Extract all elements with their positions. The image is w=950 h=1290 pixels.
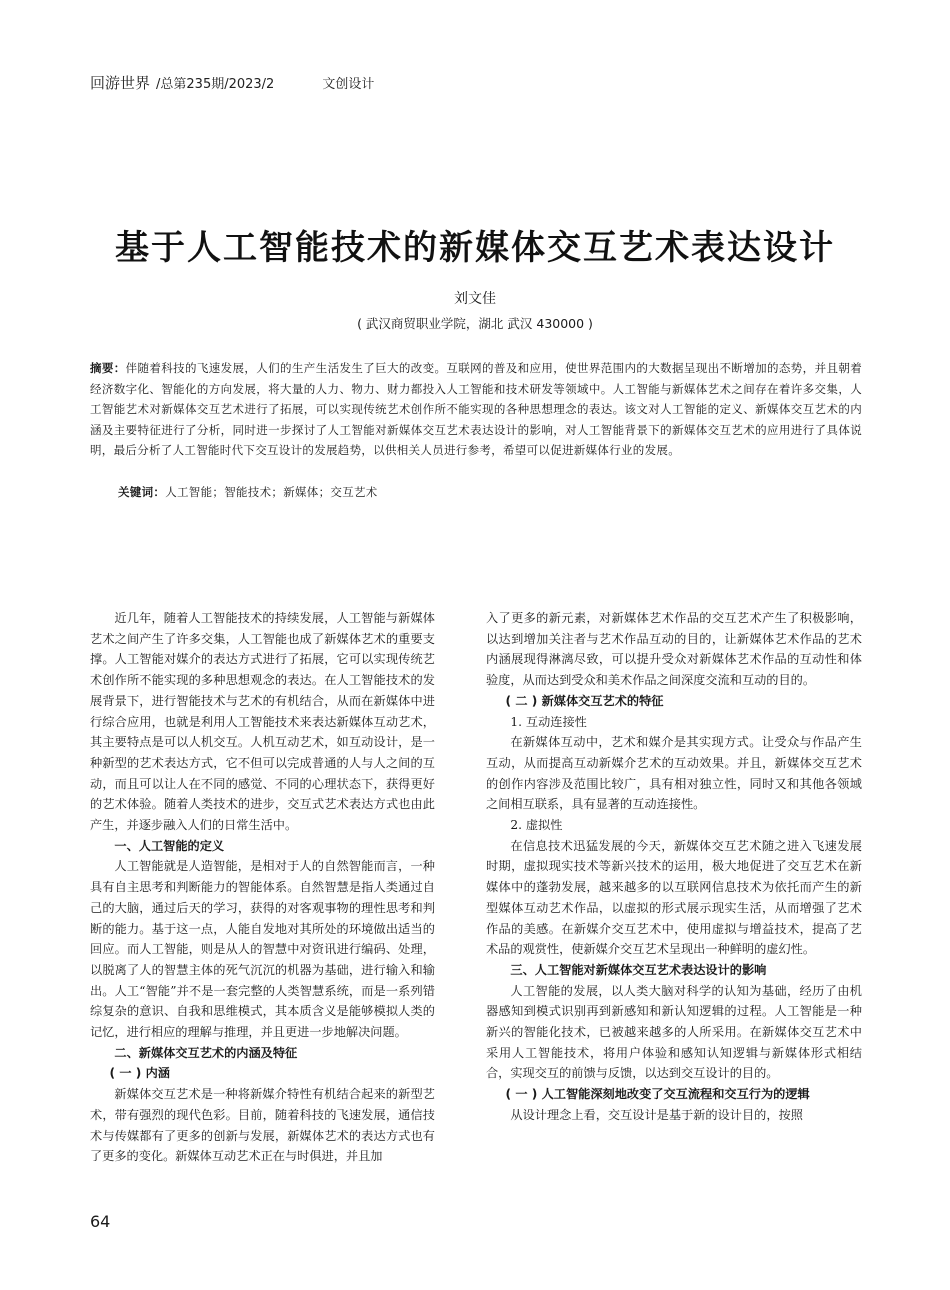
abstract [90,358,862,461]
running-header [90,72,374,93]
paragraph: 人工智能就是人造智能，是相对于人的自然智能而言，一种具有自主思考和判断能力的智能体系。自然智慧是指人类通过自己的大脑，通过后天的学习，获得的对客观事物的理性思考和判断的能力。基于这一点，人能自发地对其所处的环境做出适当的回应。而人工智能，则是从人的智慧中对资讯进行编码、处理，以脱离了人的智慧主体的死气沉沉的机器为基础，进行输入和输出。人工“智能”并不是一套完整的人类智慧系统，而是一系列错综复杂的意识、自我和思维模式，其本质含义是能够模拟人类的记忆，进行相应的理解与推理，并且更进一步地解决问题。 [90,859,435,1040]
paragraph: 入了更多的新元素，对新媒体艺术作品的交互艺术产生了积极影响，以达到增加关注者与艺术作品互动的目的，让新媒体艺术作品的艺术内涵展现得淋漓尽致，可以提升受众对新媒体艺术作品的互动性和体验度，从而达到受众和美术作品之间深度交流和互动的目的。 [486,611,862,688]
paragraph: 近几年，随着人工智能技术的持续发展，人工智能与新媒体艺术之间产生了许多交集，人工智能也成了新媒体艺术的重要支撑。人工智能对媒介的表达方式进行了拓展，它可以实现传统艺术创作所不能实现的多种思想观念的表达。在人工智能技术的发展背景下，进行智能技术与艺术的有机结合，从而在新媒体中进行综合应用，也就是利用人工智能技术来表达新媒体互动艺术，其主要特点是可以人机交互。人机互动艺术，如互动设计，是一种新型的艺术表达方式，它不但可以完成普通的人与人之间的互动，而且可以让人在不同的感觉、不同的心理状态下，获得更好的艺术体验。随着人类技术的进步，交互式艺术表达方式也由此产生，并逐步融入人们的日常生活中。 [90,611,435,833]
subsection-heading: ( 二 ) 新媒体交互艺术的特征 [505,693,664,708]
paragraph: 在信息技术迅猛发展的今天，新媒体交互艺术随之进入飞速发展时期，虚拟现实技术等新兴技术的运用，极大地促进了交互艺术在新媒体中的蓬勃发展，越来越多的以互联网信息技术为依托而产生的新型媒体互动艺术作品，以虚拟的形式展示现实生活，从而增强了艺术作品的美感。在新媒介交互艺术中，使用虚拟与增益技术，提高了艺术品的观赏性，使新媒介交互艺术呈现出一种鲜明的虚幻性。 [486,838,862,957]
paragraph: 从设计理念上看，交互设计是基于新的设计目的，按照 [510,1107,803,1122]
subsection-heading: ( 一 ) 人工智能深刻地改变了交互流程和交互行为的逻辑 [505,1087,810,1102]
section-heading: 一、人工智能的定义 [114,838,225,853]
right-column [486,608,862,1126]
section-heading: 二、新媒体交互艺术的内涵及特征 [114,1045,298,1060]
subsection-heading: ( 一 ) 内涵 [109,1066,170,1081]
issue-info: /总第235期/2023/2 [156,77,275,92]
page-number: 64 [90,1212,111,1231]
paragraph: 人工智能的发展，以人类大脑对科学的认知为基础，经历了由机器感知到模式识别再到新感知和新认知逻辑的过程。人工智能是一种新兴的智能化技术，已被越来越多的人所采用。在新媒体交互艺术中采用人工智能技术，将用户体验和感知认知逻辑与新媒体形式相结合，实现交互的前馈与反馈，以达到交互设计的目的。 [486,983,862,1081]
left-column [90,608,435,1167]
list-item-heading: 2. 虚拟性 [510,818,563,833]
paragraph: 新媒体交互艺术是一种将新媒介特性有机结合起来的新型艺术，带有强烈的现代色彩。目前，随着科技的飞速发展，通信技术与传媒都有了更多的创新与发展，新媒体艺术的表达方式也有了更多的变化。新媒体互动艺术正在与时俱进，并且加 [90,1087,435,1164]
journal-logo: 回游世界 [90,74,151,92]
paper-title: 基于人工智能技术的新媒体交互艺术表达设计 [115,228,835,268]
section-name: 文创设计 [322,77,375,92]
author-affiliation: ( 武汉商贸职业学院，湖北 武汉 430000 ) [357,316,593,331]
abstract-text: 伴随着科技的飞速发展，人们的生产生活发生了巨大的改变。互联网的普及和应用，使世界范围内的大数据呈现出不断增加的态势，并且朝着经济数字化、智能化的方向发展，将大量的人力、物力、财力都投入人工智能和技术研发等领域中。人工智能与新媒体艺术之间存在着许多交集，人工智能艺术对新媒体交互艺术进行了拓展，可以实现传统艺术创作所不能实现的各种思想理念的表达。该文对人工智能的定义、新媒体交互艺术的内涵及主要特征进行了分析，同时进一步探讨了人工智能对新媒体交互艺术表达设计的影响，对人工智能背景下的新媒体交互艺术的应用进行了具体说明，最后分析了人工智能时代下交互设计的发展趋势，以供相关人员进行参考，希望可以促进新媒体行业的发展。 [90,361,862,457]
keywords [118,484,378,500]
author-name: 刘文佳 [454,291,496,307]
section-heading: 三、人工智能对新媒体交互艺术表达设计的影响 [510,962,767,977]
abstract-label: 摘要： [90,361,126,375]
paragraph: 在新媒体互动中，艺术和媒介是其实现方式。让受众与作品产生互动，从而提高互动新媒介艺术的互动效果。并且，新媒体交互艺术的创作内容涉及范围比较广，具有相对独立性，同时又和其他各领域之间相互联系，具有显著的互动连接性。 [486,735,862,812]
keywords-label: 关键词： [118,485,166,499]
list-item-heading: 1. 互动连接性 [510,714,587,729]
keywords-text: 人工智能；智能技术；新媒体；交互艺术 [165,485,378,499]
